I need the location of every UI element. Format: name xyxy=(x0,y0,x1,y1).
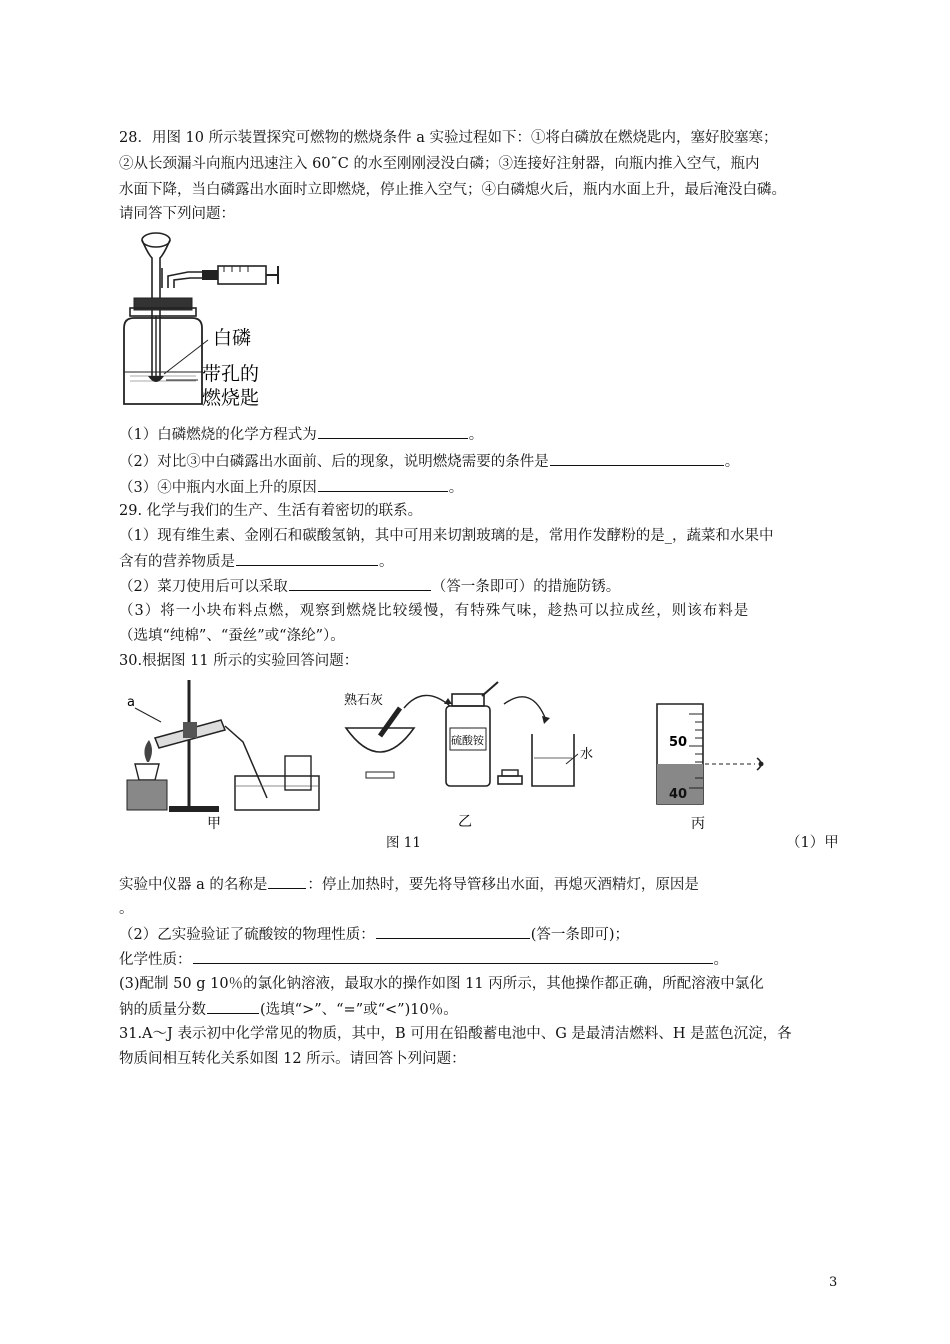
figure-11-bing-cylinder xyxy=(655,700,785,830)
q30-sub-1-text-a: 实验中仪器 a 的名称是 xyxy=(119,877,268,893)
q30-sub-1-end: 。 xyxy=(119,901,134,917)
figure-10-apparatus xyxy=(118,228,288,408)
q31-line-1: 31.A～J 表示初中化学常见的物质，其中，B 可用在铅酸蓄电池中、G 是最清洁燃料、H 是蓝色沉淀，各 xyxy=(119,1026,792,1042)
q30-sub-2-text-a: （2）乙实验验证了硫酸铵的物理性质： xyxy=(119,927,375,943)
tick-40: 40 xyxy=(669,787,688,802)
q29-sub-1-blank[interactable] xyxy=(236,551,378,566)
label-white-phosphorus: 白磷 xyxy=(213,327,252,349)
q29-sub-2-text: （2）菜刀使用后可以采取 xyxy=(119,579,288,595)
q29-sub-1-line-2 xyxy=(119,551,394,572)
q30-sub-1-line xyxy=(119,874,699,895)
figure-11-yi-apparatus xyxy=(340,686,600,836)
q29-sub-2 xyxy=(119,576,620,597)
q28-intro-line-2: ②从长颈漏斗向瓶内迅速注入 60˜C 的水至刚刚浸没白磷；③连接好注射器，向瓶内推入空气，瓶内 xyxy=(119,156,760,172)
figure-11-caption: 图 11 xyxy=(386,835,421,851)
label-ammonium-sulfate: 硫酸铵 xyxy=(451,734,484,747)
label-spoon-1: 带孔的 xyxy=(202,363,260,385)
q30-sub-3-text-a: 钠的质量分数 xyxy=(119,1002,206,1018)
q30-sub-1-lead: （1）甲 xyxy=(786,835,839,851)
caption-jia: 甲 xyxy=(207,816,221,832)
q30-sub-2-text-c: 化学性质： xyxy=(119,952,192,968)
q31-line-2: 物质间相互转化关系如图 12 所示。请回答卜列问题： xyxy=(119,1051,466,1067)
q30-sub-2-blank-1[interactable] xyxy=(376,924,530,939)
q28-sub-3-text: （3）④中瓶内水面上升的原因 xyxy=(119,480,317,496)
label-instrument-a: a xyxy=(127,695,135,710)
q29-sub-3-line-1: （3）将一小块布料点燃，观察到燃烧比较缓慢，有特殊气味，趁热可以拉成丝，则该布料是 xyxy=(119,603,750,619)
page-number: 3 xyxy=(829,1275,838,1290)
tick-50: 50 xyxy=(669,735,688,750)
q28-sub-3-blank[interactable] xyxy=(318,477,448,492)
q30-sub-1-text-b: ：停止加热时，要先将导管移出水面，再熄灭酒精灯，原因是 xyxy=(307,877,699,893)
q29-sub-1-line-1: （1）现有维生素、金刚石和碳酸氢钠，其中可用来切割玻璃的是，常用作发酵粉的是_，蔬菜和水果中 xyxy=(119,528,774,544)
q30-sub-2-text-b: (答一条即可)； xyxy=(530,927,630,943)
q30-sub-2-blank-2[interactable] xyxy=(193,949,713,964)
q28-intro-line-4: 请同答下列问题： xyxy=(119,206,235,222)
q28-sub-1 xyxy=(119,424,483,445)
caption-bing: 丙 xyxy=(691,816,705,832)
q30-sub-3-text-b: (选填“>”、“=”或“<”)10％。 xyxy=(260,1002,458,1018)
q28-sub-2-text: （2）对比③中白磷露出水面前、后的现象，说明燃烧需要的条件是 xyxy=(119,454,549,470)
q30-sub-2-end: 。 xyxy=(713,952,728,968)
q28-sub-3 xyxy=(119,477,463,498)
q29-sub-1-text: 含有的营养物质是 xyxy=(119,554,235,570)
q29-sub-2-end: （答一条即可）的措施防锈。 xyxy=(431,579,621,595)
q28-sub-3-end: 。 xyxy=(448,480,464,496)
label-water: 水 xyxy=(580,747,594,762)
q28-intro-line-3: 水面下降，当白磷露出水面时立即燃烧，停止推入空气；④白磷熄火后，瓶内水面上升，最后淹没白磷。 xyxy=(119,182,786,198)
q28-sub-2 xyxy=(119,451,739,472)
q30-sub-2-line-2 xyxy=(119,949,728,970)
label-spoon-2: 燃烧匙 xyxy=(202,387,260,409)
q28-sub-1-blank[interactable] xyxy=(318,424,468,439)
q30-sub-3-blank[interactable] xyxy=(207,999,259,1014)
q28-intro-line-1: 28．用图 10 所示装置探究可燃物的燃烧条件 a 实验过程如下：①将白磷放在燃烧匙内，塞好胶塞寒； xyxy=(119,130,778,146)
q30-sub-3-line-2 xyxy=(119,999,458,1020)
label-slaked-lime: 熟石灰 xyxy=(344,693,384,708)
q30-intro: 30.根据图 11 所示的实验回答问题： xyxy=(119,653,359,669)
q29-intro: 29. 化学与我们的生产、生活有着密切的联系。 xyxy=(119,503,423,519)
q30-sub-1-blank[interactable] xyxy=(268,874,306,889)
q28-sub-1-text: （1）白磷燃烧的化学方程式为 xyxy=(119,427,317,443)
q29-sub-1-end: 。 xyxy=(379,554,394,570)
caption-yi: 乙 xyxy=(458,814,472,830)
q30-sub-2-line xyxy=(119,924,629,945)
q29-sub-2-blank[interactable] xyxy=(289,576,431,591)
q28-sub-2-blank[interactable] xyxy=(550,451,724,466)
q29-sub-3-line-2: （选填“纯棉”、“蚕丝”或“涤纶”）。 xyxy=(119,628,345,644)
q28-sub-1-end: 。 xyxy=(468,427,484,443)
q28-sub-2-end: 。 xyxy=(724,454,740,470)
q30-sub-3-line-1: (3)配制 50 g 10％的氯化钠溶液，最取水的操作如图 11 丙所示，其他操作都正确，所配溶液中氯化 xyxy=(119,976,764,992)
figure-11-jia-apparatus xyxy=(125,676,325,832)
